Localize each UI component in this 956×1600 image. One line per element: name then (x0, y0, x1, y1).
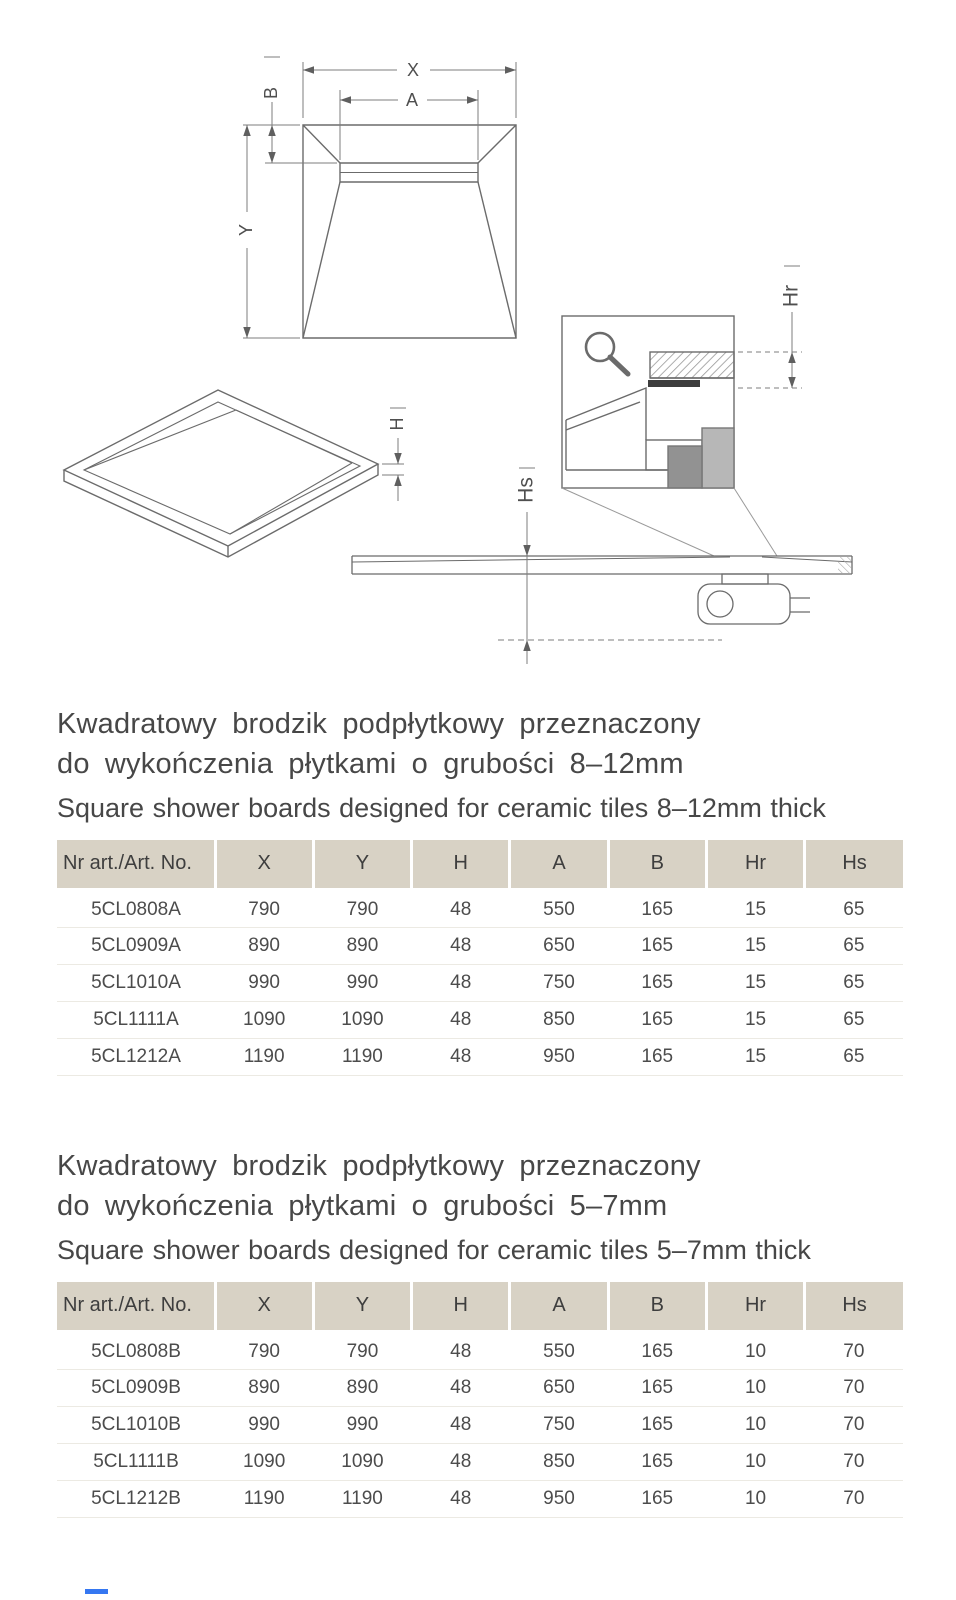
title-pl-line1: Kwadratowy brodzik podpłytkowy przeznaczony (57, 708, 701, 740)
cell-value: 890 (313, 1369, 411, 1406)
table-row (57, 890, 903, 927)
cell-art-no: 5CL0909B (57, 1369, 215, 1406)
cell-value: 15 (706, 1001, 804, 1038)
cell-value: 165 (608, 1480, 706, 1517)
cell-value: 10 (706, 1480, 804, 1517)
cell-value: 10 (706, 1332, 804, 1369)
cell-value: 550 (510, 1332, 608, 1369)
section1-title-en: Square shower boards designed for ceramic tiles 8–12mm thick (57, 793, 826, 823)
cell-art-no: 5CL1010A (57, 964, 215, 1001)
column-header: Hs (805, 1282, 903, 1332)
cell-art-no: 5CL1212B (57, 1480, 215, 1517)
cell-value: 850 (510, 1001, 608, 1038)
dim-label-x: X (406, 60, 420, 80)
column-header: Hr (706, 840, 804, 890)
dim-label-b: B (260, 86, 281, 100)
cell-value: 1190 (313, 1480, 411, 1517)
cell-value: 10 (706, 1443, 804, 1480)
cell-value: 950 (510, 1480, 608, 1517)
cell-art-no: 5CL1111A (57, 1001, 215, 1038)
floor-section (352, 556, 852, 624)
table-row (57, 1332, 903, 1369)
cell-value: 48 (412, 964, 510, 1001)
cell-art-no: 5CL0808B (57, 1332, 215, 1369)
cell-value: 48 (412, 1480, 510, 1517)
cell-value: 10 (706, 1369, 804, 1406)
cell-art-no: 5CL1212A (57, 1038, 215, 1075)
cell-value: 48 (412, 1369, 510, 1406)
section-5-7mm (57, 1146, 903, 1518)
cell-value: 165 (608, 964, 706, 1001)
cell-value: 1190 (313, 1038, 411, 1075)
cell-value: 950 (510, 1038, 608, 1075)
technical-drawing (0, 0, 956, 680)
cell-value: 1090 (215, 1001, 313, 1038)
cell-value: 850 (510, 1443, 608, 1480)
section-detail (562, 316, 734, 488)
column-header: X (215, 840, 313, 890)
dim-label-h: H (386, 417, 407, 431)
table-row (57, 964, 903, 1001)
column-header: X (215, 1282, 313, 1332)
cell-art-no: 5CL0808A (57, 890, 215, 927)
cell-art-no: 5CL0909A (57, 927, 215, 964)
dim-label-hs: Hs (514, 477, 538, 503)
column-header: B (608, 1282, 706, 1332)
cell-value: 165 (608, 1332, 706, 1369)
cell-value: 10 (706, 1406, 804, 1443)
dim-label-a: A (405, 90, 419, 110)
title-pl-line2: do wykończenia płytkami o grubości 5–7mm (57, 1190, 668, 1222)
blue-page-mark (85, 1589, 108, 1594)
table-header-row (57, 840, 903, 890)
column-header: H (412, 840, 510, 890)
title-pl-line2: do wykończenia płytkami o grubości 8–12mm (57, 748, 684, 780)
cell-value: 48 (412, 890, 510, 927)
cell-value: 48 (412, 1038, 510, 1075)
cell-value: 70 (805, 1369, 903, 1406)
cell-value: 1090 (215, 1443, 313, 1480)
column-header: H (412, 1282, 510, 1332)
section-8-12mm (57, 704, 903, 1076)
column-header: Nr art./Art. No. (57, 1282, 215, 1332)
cell-value: 65 (805, 964, 903, 1001)
cell-value: 70 (805, 1332, 903, 1369)
cell-value: 165 (608, 1001, 706, 1038)
cell-value: 15 (706, 927, 804, 964)
hr-dimension (738, 266, 802, 388)
cell-value: 1190 (215, 1038, 313, 1075)
table-header-row (57, 1282, 903, 1332)
cell-value: 790 (215, 890, 313, 927)
cell-value: 750 (510, 1406, 608, 1443)
cell-value: 1090 (313, 1443, 411, 1480)
column-header: Hr (706, 1282, 804, 1332)
dim-label-hr: Hr (779, 284, 803, 308)
cell-value: 48 (412, 1332, 510, 1369)
cell-value: 165 (608, 1369, 706, 1406)
cell-value: 550 (510, 890, 608, 927)
cell-value: 990 (215, 964, 313, 1001)
cell-value: 990 (313, 964, 411, 1001)
top-view-dimensions (243, 57, 516, 338)
table-row (57, 1369, 903, 1406)
cell-value: 65 (805, 927, 903, 964)
cell-value: 15 (706, 1038, 804, 1075)
cell-value: 165 (608, 1443, 706, 1480)
cell-value: 15 (706, 890, 804, 927)
column-header: Y (313, 1282, 411, 1332)
spec-table-8-12mm (57, 840, 903, 1076)
cell-value: 15 (706, 964, 804, 1001)
magnifier-handle (610, 357, 628, 374)
cell-value: 650 (510, 927, 608, 964)
section1-title-pl (57, 704, 903, 784)
column-header: A (510, 1282, 608, 1332)
cell-value: 70 (805, 1443, 903, 1480)
cell-value: 48 (412, 1443, 510, 1480)
cell-value: 65 (805, 1038, 903, 1075)
table-row (57, 927, 903, 964)
table-row (57, 1038, 903, 1075)
cell-value: 790 (313, 1332, 411, 1369)
column-header: Nr art./Art. No. (57, 840, 215, 890)
column-header: A (510, 840, 608, 890)
table-row (57, 1406, 903, 1443)
column-header: Y (313, 840, 411, 890)
cell-value: 165 (608, 1406, 706, 1443)
cell-value: 165 (608, 1038, 706, 1075)
cell-value: 70 (805, 1406, 903, 1443)
cell-value: 890 (215, 1369, 313, 1406)
section2-title-pl (57, 1146, 903, 1226)
cell-value: 650 (510, 1369, 608, 1406)
title-pl-line1: Kwadratowy brodzik podpłytkowy przeznaczony (57, 1150, 701, 1182)
column-header: Hs (805, 840, 903, 890)
table-body (57, 1332, 903, 1517)
dim-label-y: Y (235, 223, 256, 237)
column-header: B (608, 840, 706, 890)
cell-value: 890 (215, 927, 313, 964)
table-row (57, 1480, 903, 1517)
cell-value: 48 (412, 927, 510, 964)
cell-value: 990 (313, 1406, 411, 1443)
detail-callout-lines (562, 488, 777, 556)
table-row (57, 1001, 903, 1038)
cell-value: 1190 (215, 1480, 313, 1517)
cell-value: 48 (412, 1001, 510, 1038)
cell-value: 750 (510, 964, 608, 1001)
drain-flange (722, 574, 768, 584)
cell-value: 65 (805, 1001, 903, 1038)
cell-value: 70 (805, 1480, 903, 1517)
cell-value: 165 (608, 890, 706, 927)
cell-value: 790 (313, 890, 411, 927)
cell-value: 48 (412, 1406, 510, 1443)
isometric-view (64, 390, 378, 557)
cell-value: 65 (805, 890, 903, 927)
cell-art-no: 5CL1010B (57, 1406, 215, 1443)
cell-value: 1090 (313, 1001, 411, 1038)
table-body (57, 890, 903, 1075)
section2-title-en: Square shower boards designed for ceramic tiles 5–7mm thick (57, 1235, 811, 1265)
cell-value: 890 (313, 927, 411, 964)
cell-value: 165 (608, 927, 706, 964)
spec-table-5-7mm (57, 1282, 903, 1518)
top-view (303, 125, 516, 338)
table-row (57, 1443, 903, 1480)
drain-trap (698, 584, 790, 624)
cell-value: 790 (215, 1332, 313, 1369)
cell-art-no: 5CL1111B (57, 1443, 215, 1480)
cell-value: 990 (215, 1406, 313, 1443)
